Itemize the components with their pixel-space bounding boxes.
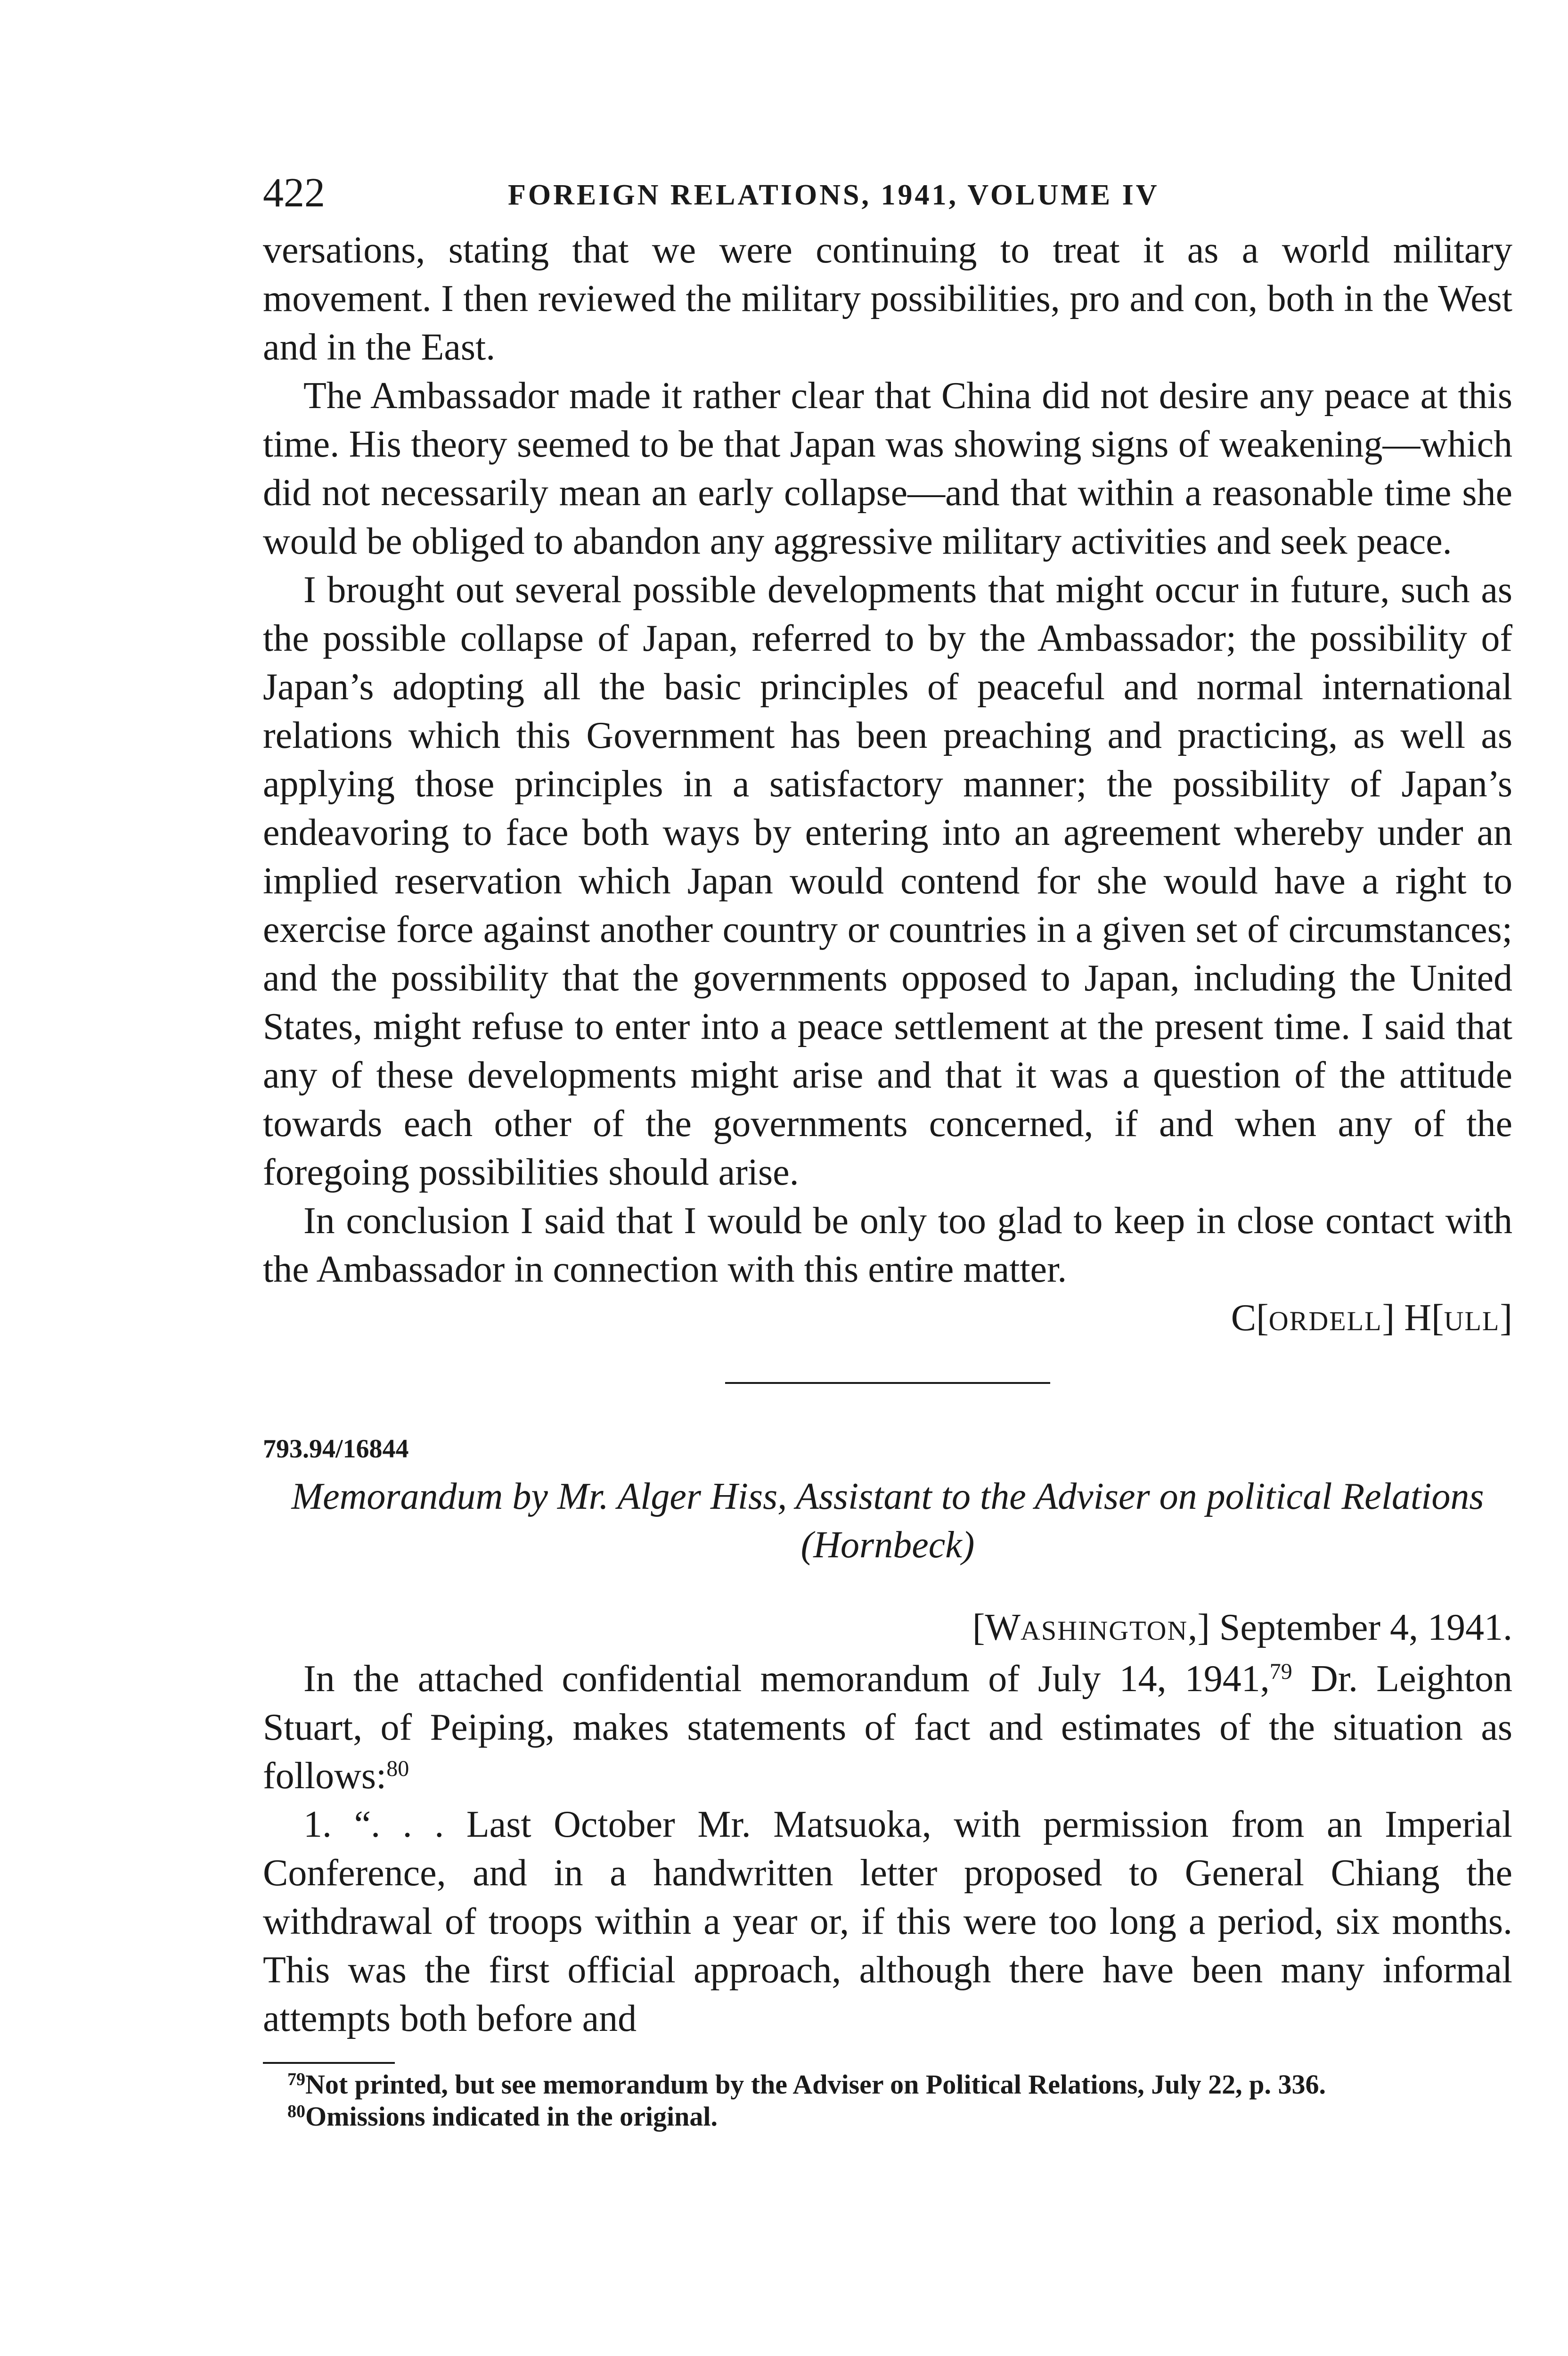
footnotes — [263, 2069, 1512, 2133]
page-header — [263, 170, 1512, 226]
footnote-rule — [263, 2062, 395, 2064]
memorandum-continuation — [263, 226, 1512, 1345]
paragraph: 1. “. . . Last October Mr. Matsuoka, with permission from an Imperial Conference, and in a handwritten letter proposed to General Chiang the withdrawal of troops within a year or, if this were too long a period, six months. This was the first official approach, although there have been many informal attempts both before and — [263, 1804, 1512, 2039]
document-page — [263, 170, 1512, 2133]
signature: C[ORDELL] H[ULL] — [1231, 1297, 1512, 1339]
footnote-ref: 79 — [1269, 1659, 1292, 1684]
paragraph: I brought out several possible developments that might occur in future, such as the possible collapse of Japan, referred to by the Ambassador; the possibility of Japan’s adopting all the basic principles of peaceful and normal international relations which this Government has been preaching and practicing, as well as applying those principles in a satisfactory manner; the possibility of Japan’s endeavoring to face both ways by entering into an agreement whereby under an implied reservation which Japan would contend for she would have a right to exercise force against another country or countries in a given set of circumstances; and the possibility that the governments opposed to Japan, including the United States, might refuse to enter into a peace settlement at the present time. I said that any of these developments might arise and that it was a question of the attitude towards each other of the governments concerned, if and when any of the foregoing possibilities should arise. — [263, 569, 1512, 1193]
paragraph: The Ambassador made it rather clear that China did not desire any peace at this time. His theory seemed to be that Japan was showing signs of weakening—which did not necessarily mean an early collapse—and that within a reasonable time she would be obliged to abandon any aggressive military activities and seek peace. — [263, 375, 1512, 562]
document-title: Memorandum by Mr. Alger Hiss, Assistant to the Adviser on political Relations (Hornbeck) — [291, 1476, 1484, 1566]
running-head: FOREIGN RELATIONS, 1941, VOLUME IV — [508, 179, 1160, 211]
file-number: 793.94/16844 — [263, 1434, 409, 1464]
dateline: [WASHINGTON,] September 4, 1941. — [972, 1607, 1512, 1648]
section-divider — [725, 1382, 1050, 1384]
footnote: $^{79}$Not printed, but see memorandum by the Adviser on Political Relations, July 22, p. 336. — [287, 2069, 1326, 2100]
footnote-ref: 80 — [386, 1756, 409, 1781]
paragraph: versations, stating that we were continuing to treat it as a world military movement. I then reviewed the military possibilities, pro and con, both in the West and in the East. — [263, 229, 1512, 368]
paragraph: In the attached confidential memorandum of July 14, 1941,79 Dr. Leighton Stuart, of Peiping, makes statements of fact and estimates of the situation as follows:$^{80}$ — [263, 1658, 1513, 1797]
paragraph: In conclusion I said that I would be only too glad to keep in close contact with the Ambassador in connection with this entire matter. — [263, 1200, 1512, 1290]
page-number: 422 — [263, 170, 325, 216]
footnote: $^{80}$Omissions indicated in the original. — [287, 2101, 718, 2132]
memorandum-body — [263, 1655, 1512, 2043]
